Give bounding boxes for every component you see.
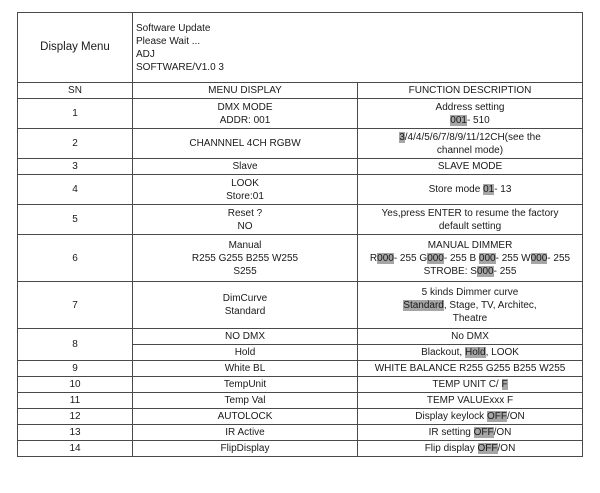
func-text: /ON [506,411,525,422]
menu-cell [133,282,358,329]
display-menu-lines [133,13,583,83]
menu-cell: Temp Val [133,393,358,409]
func-cell [358,99,583,129]
func-line: channel mode) [436,144,504,156]
column-header-row [18,83,583,99]
func-text: Blackout, [421,347,465,358]
func-text: IR setting [428,427,474,438]
menu-cell: IR Active [133,425,358,441]
sn-cell: 7 [18,282,133,329]
highlight-default: OFF [477,443,498,454]
func-cell [358,129,583,159]
sn-cell: 6 [18,235,133,282]
highlight-default: Hold [465,347,486,358]
func-line: 5 kinds Dimmer curve [421,286,519,298]
func-line: MANUAL DIMMER [427,239,513,251]
display-menu-line-2: Please Wait ... [136,35,201,47]
table-row [18,377,583,393]
func-cell [358,377,583,393]
func-line [361,252,579,265]
func-cell: No DMX [358,329,583,345]
display-menu-line-3: ADJ [136,48,155,60]
table-row [18,175,583,205]
func-cell [358,409,583,425]
menu-line: DMX MODE [217,101,273,113]
menu-cell [133,205,358,235]
func-cell [358,235,583,282]
func-line: Theatre [452,312,488,324]
menu-cell: TempUnit [133,377,358,393]
sn-cell: 11 [18,393,133,409]
func-text: - 13 [494,184,512,195]
func-line [361,114,579,127]
table-row [18,282,583,329]
menu-line: Standard [224,306,266,317]
func-line: default setting [438,220,502,232]
table-row [18,129,583,159]
menu-line: R255 G255 B255 W255 [191,252,299,264]
menu-cell: Slave [133,159,358,175]
func-text: STROBE: S [423,265,477,277]
menu-cell: FlipDisplay [133,441,358,457]
highlight-default: Standard [403,299,444,311]
func-line [361,265,579,278]
func-cell [358,441,583,457]
func-text: Flip display [424,443,478,454]
menu-cell [133,235,358,282]
func-cell: SLAVE MODE [358,159,583,175]
highlight-default: 000 [530,252,548,264]
menu-cell [133,99,358,129]
highlight-default: OFF [473,427,494,438]
func-cell: TEMP VALUExxx F [358,393,583,409]
table-row [18,425,583,441]
highlight-default: 000 [476,265,494,277]
display-menu-label: Display Menu [18,13,133,83]
menu-cell: White BL [133,361,358,377]
display-menu-row [18,13,583,83]
table-row [18,361,583,377]
menu-line: Store:01 [226,190,264,202]
table-row [18,159,583,175]
menu-line: DimCurve [222,293,268,304]
sn-cell: 3 [18,159,133,175]
table-row [18,235,583,282]
menu-line: ADDR: 001 [219,114,271,126]
table-row [18,329,583,345]
func-text: - 255 W [495,252,531,264]
sn-cell: 10 [18,377,133,393]
func-text: Display keylock [415,411,487,422]
func-line [361,299,579,312]
display-menu-line-1: Software Update [136,22,211,34]
func-cell [358,345,583,361]
menu-line: LOOK [231,177,259,189]
sn-cell: 4 [18,175,133,205]
table-row [18,441,583,457]
sn-cell: 1 [18,99,133,129]
highlight-default: OFF [486,411,507,422]
func-text: - 255 [493,265,517,277]
table-row [18,99,583,129]
sn-cell: 9 [18,361,133,377]
menu-line: NO [237,220,253,232]
highlight-default: 000 [478,252,496,264]
column-header-func: FUNCTION DESCRIPTION [358,83,583,99]
menu-cell [133,175,358,205]
sn-cell: 14 [18,441,133,457]
sn-cell: 12 [18,409,133,425]
func-cell [358,282,583,329]
highlight-default: 001 [450,114,467,126]
func-text: - 255 [547,252,571,264]
sn-cell: 8 [18,329,133,361]
menu-line: S255 [233,265,257,277]
highlight-default: 01 [483,184,495,195]
table-row [18,205,583,235]
func-line [361,131,579,144]
func-text: /4/4/5/6/7/8/9/11/12CH(see the [404,131,541,143]
highlight-default: F [501,379,508,390]
func-text: /ON [493,427,512,438]
func-text: - 255 G [393,252,428,264]
sn-cell: 2 [18,129,133,159]
func-text: - 510 [466,114,490,126]
menu-table [17,12,583,457]
func-text: R [369,252,378,264]
display-menu-line-4: SOFTWARE/V1.0 3 [136,61,224,73]
menu-line: Reset ? [227,207,263,219]
func-text: Store mode [428,184,484,195]
func-text: , Stage, TV, Architec, [443,299,537,311]
func-line: Address setting [435,101,505,113]
menu-line: Manual [228,239,262,251]
func-text: - 255 B [443,252,479,264]
highlight-default: 000 [427,252,444,264]
func-text: , LOOK [485,347,519,358]
menu-cell: CHANNNEL 4CH RGBW [133,129,358,159]
highlight-default: 3 [399,131,405,143]
func-cell [358,205,583,235]
table-row [18,409,583,425]
column-header-menu: MENU DISPLAY [133,83,358,99]
highlight-default: 000 [377,252,394,264]
sn-cell: 13 [18,425,133,441]
menu-table-container [17,12,582,457]
menu-cell: Hold [133,345,358,361]
sn-cell: 5 [18,205,133,235]
func-line: Yes,press ENTER to resume the factory [381,207,559,219]
func-text: TEMP UNIT C/ [432,379,502,390]
menu-cell: NO DMX [133,329,358,345]
func-text: /ON [497,443,516,454]
menu-cell: AUTOLOCK [133,409,358,425]
table-row [18,393,583,409]
column-header-sn: SN [18,83,133,99]
func-cell: WHITE BALANCE R255 G255 B255 W255 [358,361,583,377]
func-cell [358,175,583,205]
func-cell [358,425,583,441]
